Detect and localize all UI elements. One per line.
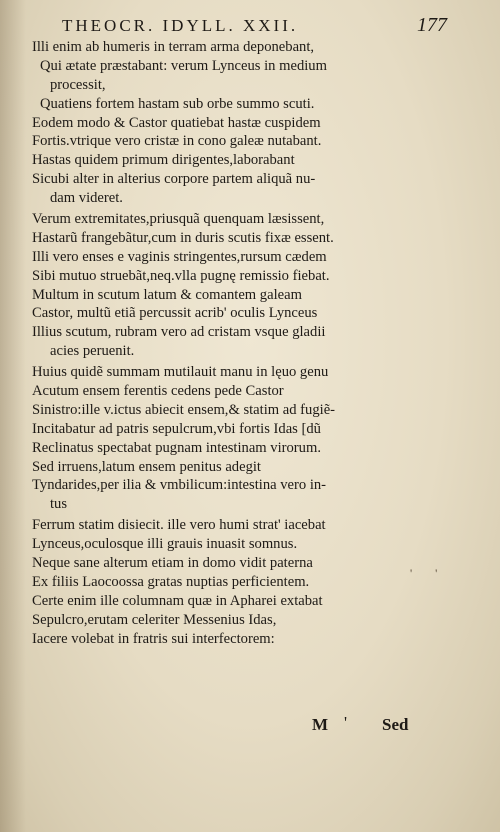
text-line: Neque sane alterum etiam in domo vidit paterna [32,555,313,572]
text-line: Acutum ensem ferentis cedens pede Castor [32,383,284,400]
running-title: THEOCR. IDYLL. XXII. [62,16,299,35]
text-line: Huius quidẽ summam mutilauit manu in lęuo genu [32,364,329,381]
text-line: Sibi mutuo struebãt,neq.vlla pugnę remissio fiebat. [32,267,330,284]
text-line: Lynceus,oculosque illi grauis inuasit somnus. [32,536,298,553]
text-line: Hastarũ frangebãtur,cum in duris scutis fixæ essent. [32,229,334,246]
text-line: Certe enim ille columnam quæ in Apharei extabat [32,592,323,609]
text-line: Ex filiis Laocoossa gratas nuptias perficientem. [32,573,310,590]
text-line: Qui ætate præstabant: verum Lynceus in medium [40,57,327,74]
text-line: Quatiens fortem hastam sub orbe summo scuti. [40,95,315,112]
page-footer [0,715,500,739]
text-line: Reclinatus spectabat pugnam intestinam virorum. [32,439,321,456]
text-line: Fortis.vtrique vero cristæ in cono galeæ nutabant. [32,133,322,150]
signature-mark: M [312,715,329,734]
margin-marks: ' ' [410,566,448,580]
page-number: 177 [417,14,447,36]
text-line: dam videret. [50,190,123,207]
text-line: Hastas quidem primum dirigentes,laborabant [32,152,295,169]
text-line: Sepulcro,erutam celeriter Messenius Idas, [32,611,277,628]
text-line: tus [50,496,68,513]
text-line: Incitabatur ad patris sepulcrum,vbi fortis Idas [dũ [32,420,321,437]
text-line: Ferrum statim disiecit. ille vero humi strat' iacebat [32,517,326,534]
page-header [62,14,447,38]
body-text [32,38,432,649]
text-line: Castor, multũ etiã percussit acrib' oculis Lynceus [32,305,318,322]
text-line: Sicubi alter in alterius corpore partem aliquã nu- [32,171,316,188]
signature-tick: ' [344,713,348,732]
text-line: Verum extremitates,priusquã quenquam læsissent, [32,211,325,228]
text-line: Sinistro:ille v.ictus abiecit ensem,& statim ad fugiẽ- [32,401,336,418]
text-line: Tyndarides,per ilia & vmbilicum:intestina vero in- [32,477,327,494]
text-line: Illi enim ab humeris in terram arma deponebant, [32,39,315,55]
catchword: Sed [382,715,409,734]
text-line: Eodem modo & Castor quatiebat hastæ cuspidem [32,114,321,131]
text-line: Illi vero enses e vaginis stringentes,rursum cædem [32,248,327,265]
text-line: Iacere volebat in fratris sui interfectorem: [32,630,275,647]
text-line: acies peruenit. [50,343,135,360]
text-line: Multum in scutum latum & comantem galeam [32,286,302,303]
text-line: processit, [50,76,106,93]
text-line: Sed irruens,latum ensem penitus adegit [32,458,261,475]
text-line: Illius scutum, rubram vero ad cristam vsque gladii [32,324,326,341]
